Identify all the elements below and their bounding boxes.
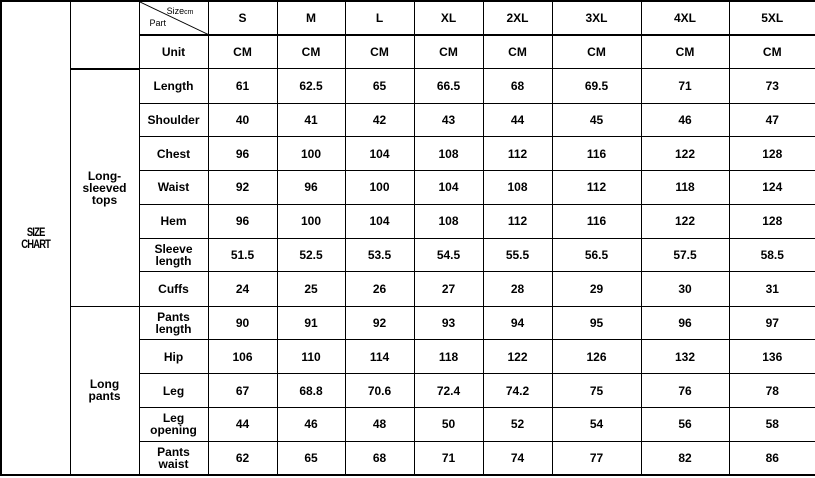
measurement-cell: 26 [345, 272, 414, 306]
measurement-cell: 27 [414, 272, 483, 306]
part-label: Hip [139, 340, 208, 374]
measurement-cell: 128 [729, 136, 815, 170]
group-label: Long pants [70, 306, 139, 475]
measurement-cell: 42 [345, 103, 414, 136]
measurement-cell: 108 [483, 171, 552, 204]
measurement-cell: 52.5 [277, 238, 345, 271]
measurement-cell: 93 [414, 306, 483, 339]
measurement-cell: 68.8 [277, 374, 345, 407]
measurement-cell: 46 [277, 407, 345, 441]
measurement-cell: 86 [729, 442, 815, 475]
measurement-cell: 62 [208, 442, 277, 475]
measurement-cell: 128 [729, 204, 815, 238]
measurement-cell: 58.5 [729, 238, 815, 271]
measurement-cell: 112 [483, 204, 552, 238]
measurement-cell: 132 [641, 340, 729, 374]
measurement-cell: 56 [641, 407, 729, 441]
measurement-cell: 75 [552, 374, 641, 407]
measurement-cell: 82 [641, 442, 729, 475]
measurement-cell: 67 [208, 374, 277, 407]
measurement-cell: 96 [208, 136, 277, 170]
measurement-cell: 53.5 [345, 238, 414, 271]
measurement-cell: 54 [552, 407, 641, 441]
measurement-cell: 122 [641, 136, 729, 170]
measurement-cell: 90 [208, 306, 277, 339]
part-label: Sleeve length [139, 238, 208, 271]
part-label: Pants length [139, 306, 208, 339]
measurement-cell: 112 [552, 171, 641, 204]
measurement-cell: 65 [277, 442, 345, 475]
part-label: Chest [139, 136, 208, 170]
measurement-cell: 122 [641, 204, 729, 238]
size-chart-title-text: SIZE CHART [21, 225, 51, 251]
header-blank-cell [70, 1, 139, 69]
measurement-cell: 91 [277, 306, 345, 339]
measurement-cell: 47 [729, 103, 815, 136]
measurement-cell: 100 [277, 204, 345, 238]
measurement-cell: 122 [483, 340, 552, 374]
measurement-cell: 43 [414, 103, 483, 136]
measurement-cell: 54.5 [414, 238, 483, 271]
size-header-cell: XL [414, 1, 483, 35]
measurement-cell: 58 [729, 407, 815, 441]
part-label: Shoulder [139, 103, 208, 136]
measurement-cell: 97 [729, 306, 815, 339]
measurement-cell: 110 [277, 340, 345, 374]
unit-label: Unit [139, 35, 208, 68]
measurement-cell: 44 [483, 103, 552, 136]
measurement-cell: 104 [345, 136, 414, 170]
header-corner-cell [139, 1, 208, 35]
measurement-cell: 74.2 [483, 374, 552, 407]
table-row [1, 306, 815, 339]
measurement-cell: 61 [208, 69, 277, 103]
measurement-cell: 66.5 [414, 69, 483, 103]
measurement-cell: 92 [208, 171, 277, 204]
measurement-cell: 114 [345, 340, 414, 374]
measurement-cell: 136 [729, 340, 815, 374]
measurement-cell: 100 [345, 171, 414, 204]
unit-value-cell: CM [483, 35, 552, 68]
corner-part-label: Part [149, 18, 167, 29]
measurement-cell: 25 [277, 272, 345, 306]
table-row [1, 69, 815, 103]
part-label: Cuffs [139, 272, 208, 306]
corner-size-label [167, 7, 194, 16]
measurement-cell: 45 [552, 103, 641, 136]
measurement-cell: 94 [483, 306, 552, 339]
size-header-cell: 4XL [641, 1, 729, 35]
measurement-cell: 70.6 [345, 374, 414, 407]
unit-value-cell: CM [729, 35, 815, 68]
measurement-cell: 118 [414, 340, 483, 374]
measurement-cell: 68 [345, 442, 414, 475]
measurement-cell: 72.4 [414, 374, 483, 407]
measurement-cell: 52 [483, 407, 552, 441]
measurement-cell: 104 [345, 204, 414, 238]
group-label: Long- sleeved tops [70, 69, 139, 306]
measurement-cell: 76 [641, 374, 729, 407]
size-chart-title [9, 1, 63, 475]
size-header-row [1, 1, 815, 35]
measurement-cell: 112 [483, 136, 552, 170]
measurement-cell: 29 [552, 272, 641, 306]
unit-value-cell: CM [277, 35, 345, 68]
unit-value-cell: CM [345, 35, 414, 68]
size-header-cell: L [345, 1, 414, 35]
measurement-cell: 69.5 [552, 69, 641, 103]
measurement-cell: 51.5 [208, 238, 277, 271]
measurement-cell: 126 [552, 340, 641, 374]
part-label: Hem [139, 204, 208, 238]
measurement-cell: 48 [345, 407, 414, 441]
measurement-cell: 56.5 [552, 238, 641, 271]
measurement-cell: 41 [277, 103, 345, 136]
size-header-cell: S [208, 1, 277, 35]
measurement-cell: 44 [208, 407, 277, 441]
measurement-cell: 28 [483, 272, 552, 306]
measurement-cell: 95 [552, 306, 641, 339]
measurement-cell: 62.5 [277, 69, 345, 103]
part-label: Leg [139, 374, 208, 407]
measurement-cell: 71 [414, 442, 483, 475]
measurement-cell: 116 [552, 136, 641, 170]
measurement-cell: 57.5 [641, 238, 729, 271]
measurement-cell: 92 [345, 306, 414, 339]
measurement-cell: 71 [641, 69, 729, 103]
part-label: Pants waist [139, 442, 208, 475]
measurement-cell: 124 [729, 171, 815, 204]
measurement-cell: 46 [641, 103, 729, 136]
corner-size-unit: cm [184, 9, 194, 16]
measurement-cell: 96 [641, 306, 729, 339]
measurement-cell: 100 [277, 136, 345, 170]
measurement-cell: 31 [729, 272, 815, 306]
corner-size-text: Size [166, 6, 185, 16]
measurement-cell: 116 [552, 204, 641, 238]
measurement-cell: 108 [414, 136, 483, 170]
measurement-cell: 50 [414, 407, 483, 441]
measurement-cell: 40 [208, 103, 277, 136]
unit-value-cell: CM [414, 35, 483, 68]
measurement-cell: 96 [208, 204, 277, 238]
measurement-cell: 68 [483, 69, 552, 103]
unit-value-cell: CM [641, 35, 729, 68]
measurement-cell: 77 [552, 442, 641, 475]
measurement-cell: 106 [208, 340, 277, 374]
measurement-cell: 108 [414, 204, 483, 238]
measurement-cell: 96 [277, 171, 345, 204]
measurement-cell: 55.5 [483, 238, 552, 271]
unit-value-cell: CM [208, 35, 277, 68]
part-label: Waist [139, 171, 208, 204]
measurement-cell: 65 [345, 69, 414, 103]
size-header-cell: 2XL [483, 1, 552, 35]
part-label: Leg opening [139, 407, 208, 441]
unit-value-cell: CM [552, 35, 641, 68]
measurement-cell: 118 [641, 171, 729, 204]
size-header-cell: 3XL [552, 1, 641, 35]
measurement-cell: 78 [729, 374, 815, 407]
measurement-cell: 74 [483, 442, 552, 475]
measurement-cell: 104 [414, 171, 483, 204]
measurement-cell: 30 [641, 272, 729, 306]
measurement-cell: 73 [729, 69, 815, 103]
part-label: Length [139, 69, 208, 103]
measurement-cell: 24 [208, 272, 277, 306]
size-header-cell: 5XL [729, 1, 815, 35]
size-header-cell: M [277, 1, 345, 35]
